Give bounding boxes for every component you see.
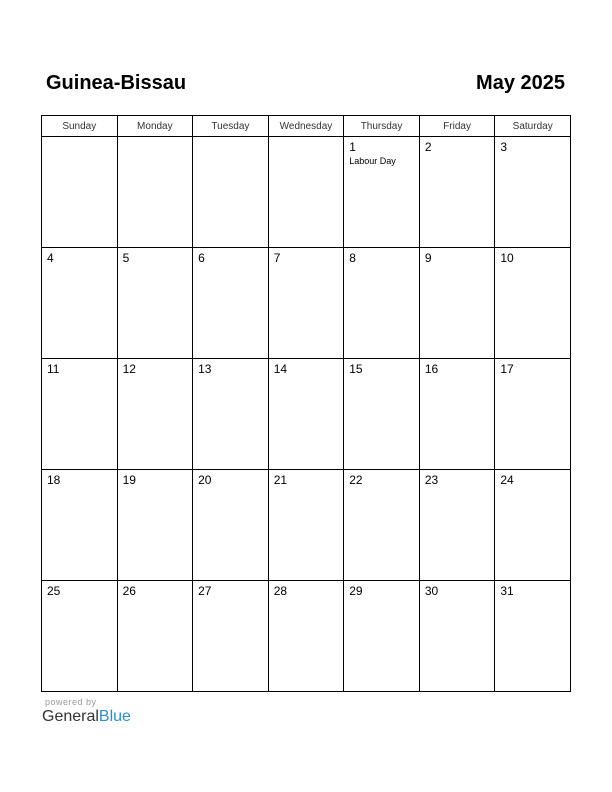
day-number: 27 bbox=[198, 584, 212, 598]
day-cell bbox=[193, 137, 269, 248]
day-cell bbox=[268, 137, 344, 248]
day-number: 15 bbox=[349, 362, 363, 376]
generalblue-logo[interactable] bbox=[42, 708, 131, 726]
day-cell bbox=[268, 248, 344, 359]
day-number: 24 bbox=[500, 473, 514, 487]
week-row bbox=[42, 470, 571, 581]
day-cell bbox=[42, 248, 118, 359]
day-number: 16 bbox=[424, 362, 439, 376]
day-number: 5 bbox=[122, 251, 130, 265]
day-number: 13 bbox=[198, 362, 212, 376]
day-cell bbox=[268, 359, 344, 470]
day-number: 25 bbox=[47, 584, 61, 598]
week-row bbox=[42, 137, 571, 248]
day-cell bbox=[419, 470, 495, 581]
day-cell bbox=[344, 359, 420, 470]
weekday-header: Saturday bbox=[495, 116, 571, 137]
day-cell bbox=[42, 470, 118, 581]
day-number: 9 bbox=[424, 251, 432, 265]
day-cell bbox=[117, 137, 193, 248]
day-number: 20 bbox=[198, 473, 212, 487]
logo-blue-text: Blue bbox=[98, 708, 131, 725]
day-cell bbox=[344, 137, 420, 248]
logo-general-text: General bbox=[42, 708, 99, 725]
day-number: 19 bbox=[122, 473, 136, 487]
day-cell bbox=[344, 470, 420, 581]
powered-by-label: powered by bbox=[45, 697, 97, 707]
day-cell bbox=[495, 470, 571, 581]
day-number: 22 bbox=[349, 473, 363, 487]
day-number: 29 bbox=[349, 584, 363, 598]
day-number: 3 bbox=[500, 140, 508, 154]
day-number: 12 bbox=[122, 362, 136, 376]
day-cell bbox=[495, 581, 571, 692]
day-cell bbox=[193, 581, 269, 692]
day-cell bbox=[344, 581, 420, 692]
day-number: 23 bbox=[424, 473, 439, 487]
day-cell bbox=[117, 359, 193, 470]
day-cell bbox=[193, 248, 269, 359]
day-cell bbox=[495, 248, 571, 359]
day-number: 26 bbox=[122, 584, 136, 598]
day-cell bbox=[495, 137, 571, 248]
weekday-header: Wednesday bbox=[268, 116, 344, 137]
day-cell bbox=[419, 137, 495, 248]
day-cell bbox=[42, 359, 118, 470]
weekday-header: Thursday bbox=[344, 116, 420, 137]
day-number: 4 bbox=[47, 251, 54, 265]
day-cell bbox=[117, 248, 193, 359]
day-number: 30 bbox=[424, 584, 439, 598]
day-number: 31 bbox=[500, 584, 514, 598]
calendar-grid bbox=[41, 115, 571, 692]
day-cell bbox=[193, 470, 269, 581]
day-number: 28 bbox=[273, 584, 288, 598]
weekday-header: Sunday bbox=[42, 116, 118, 137]
day-cell bbox=[42, 581, 118, 692]
day-number: 21 bbox=[273, 473, 288, 487]
week-row bbox=[42, 248, 571, 359]
day-number: 6 bbox=[198, 251, 205, 265]
day-number: 1 bbox=[349, 140, 356, 154]
day-cell bbox=[117, 470, 193, 581]
day-number: 10 bbox=[500, 251, 514, 265]
day-cell bbox=[268, 470, 344, 581]
day-cell bbox=[419, 581, 495, 692]
holiday-label: Labour Day bbox=[349, 156, 396, 166]
month-title: May 2025 bbox=[476, 72, 565, 94]
day-cell bbox=[117, 581, 193, 692]
weekday-header-row bbox=[42, 116, 571, 137]
weekday-header: Monday bbox=[117, 116, 193, 137]
week-row bbox=[42, 359, 571, 470]
day-number: 18 bbox=[47, 473, 61, 487]
day-cell bbox=[193, 359, 269, 470]
day-cell bbox=[344, 248, 420, 359]
day-number: 7 bbox=[273, 251, 281, 265]
day-cell bbox=[268, 581, 344, 692]
day-number: 11 bbox=[47, 362, 60, 376]
weekday-header: Friday bbox=[419, 116, 495, 137]
day-number: 14 bbox=[273, 362, 288, 376]
day-cell bbox=[419, 248, 495, 359]
country-title: Guinea-Bissau bbox=[46, 72, 187, 94]
day-cell bbox=[419, 359, 495, 470]
day-cell bbox=[495, 359, 571, 470]
weekday-header: Tuesday bbox=[193, 116, 269, 137]
day-cell bbox=[42, 137, 118, 248]
day-number: 2 bbox=[424, 140, 432, 154]
week-row bbox=[42, 581, 571, 692]
day-number: 17 bbox=[500, 362, 514, 376]
day-number: 8 bbox=[349, 251, 356, 265]
